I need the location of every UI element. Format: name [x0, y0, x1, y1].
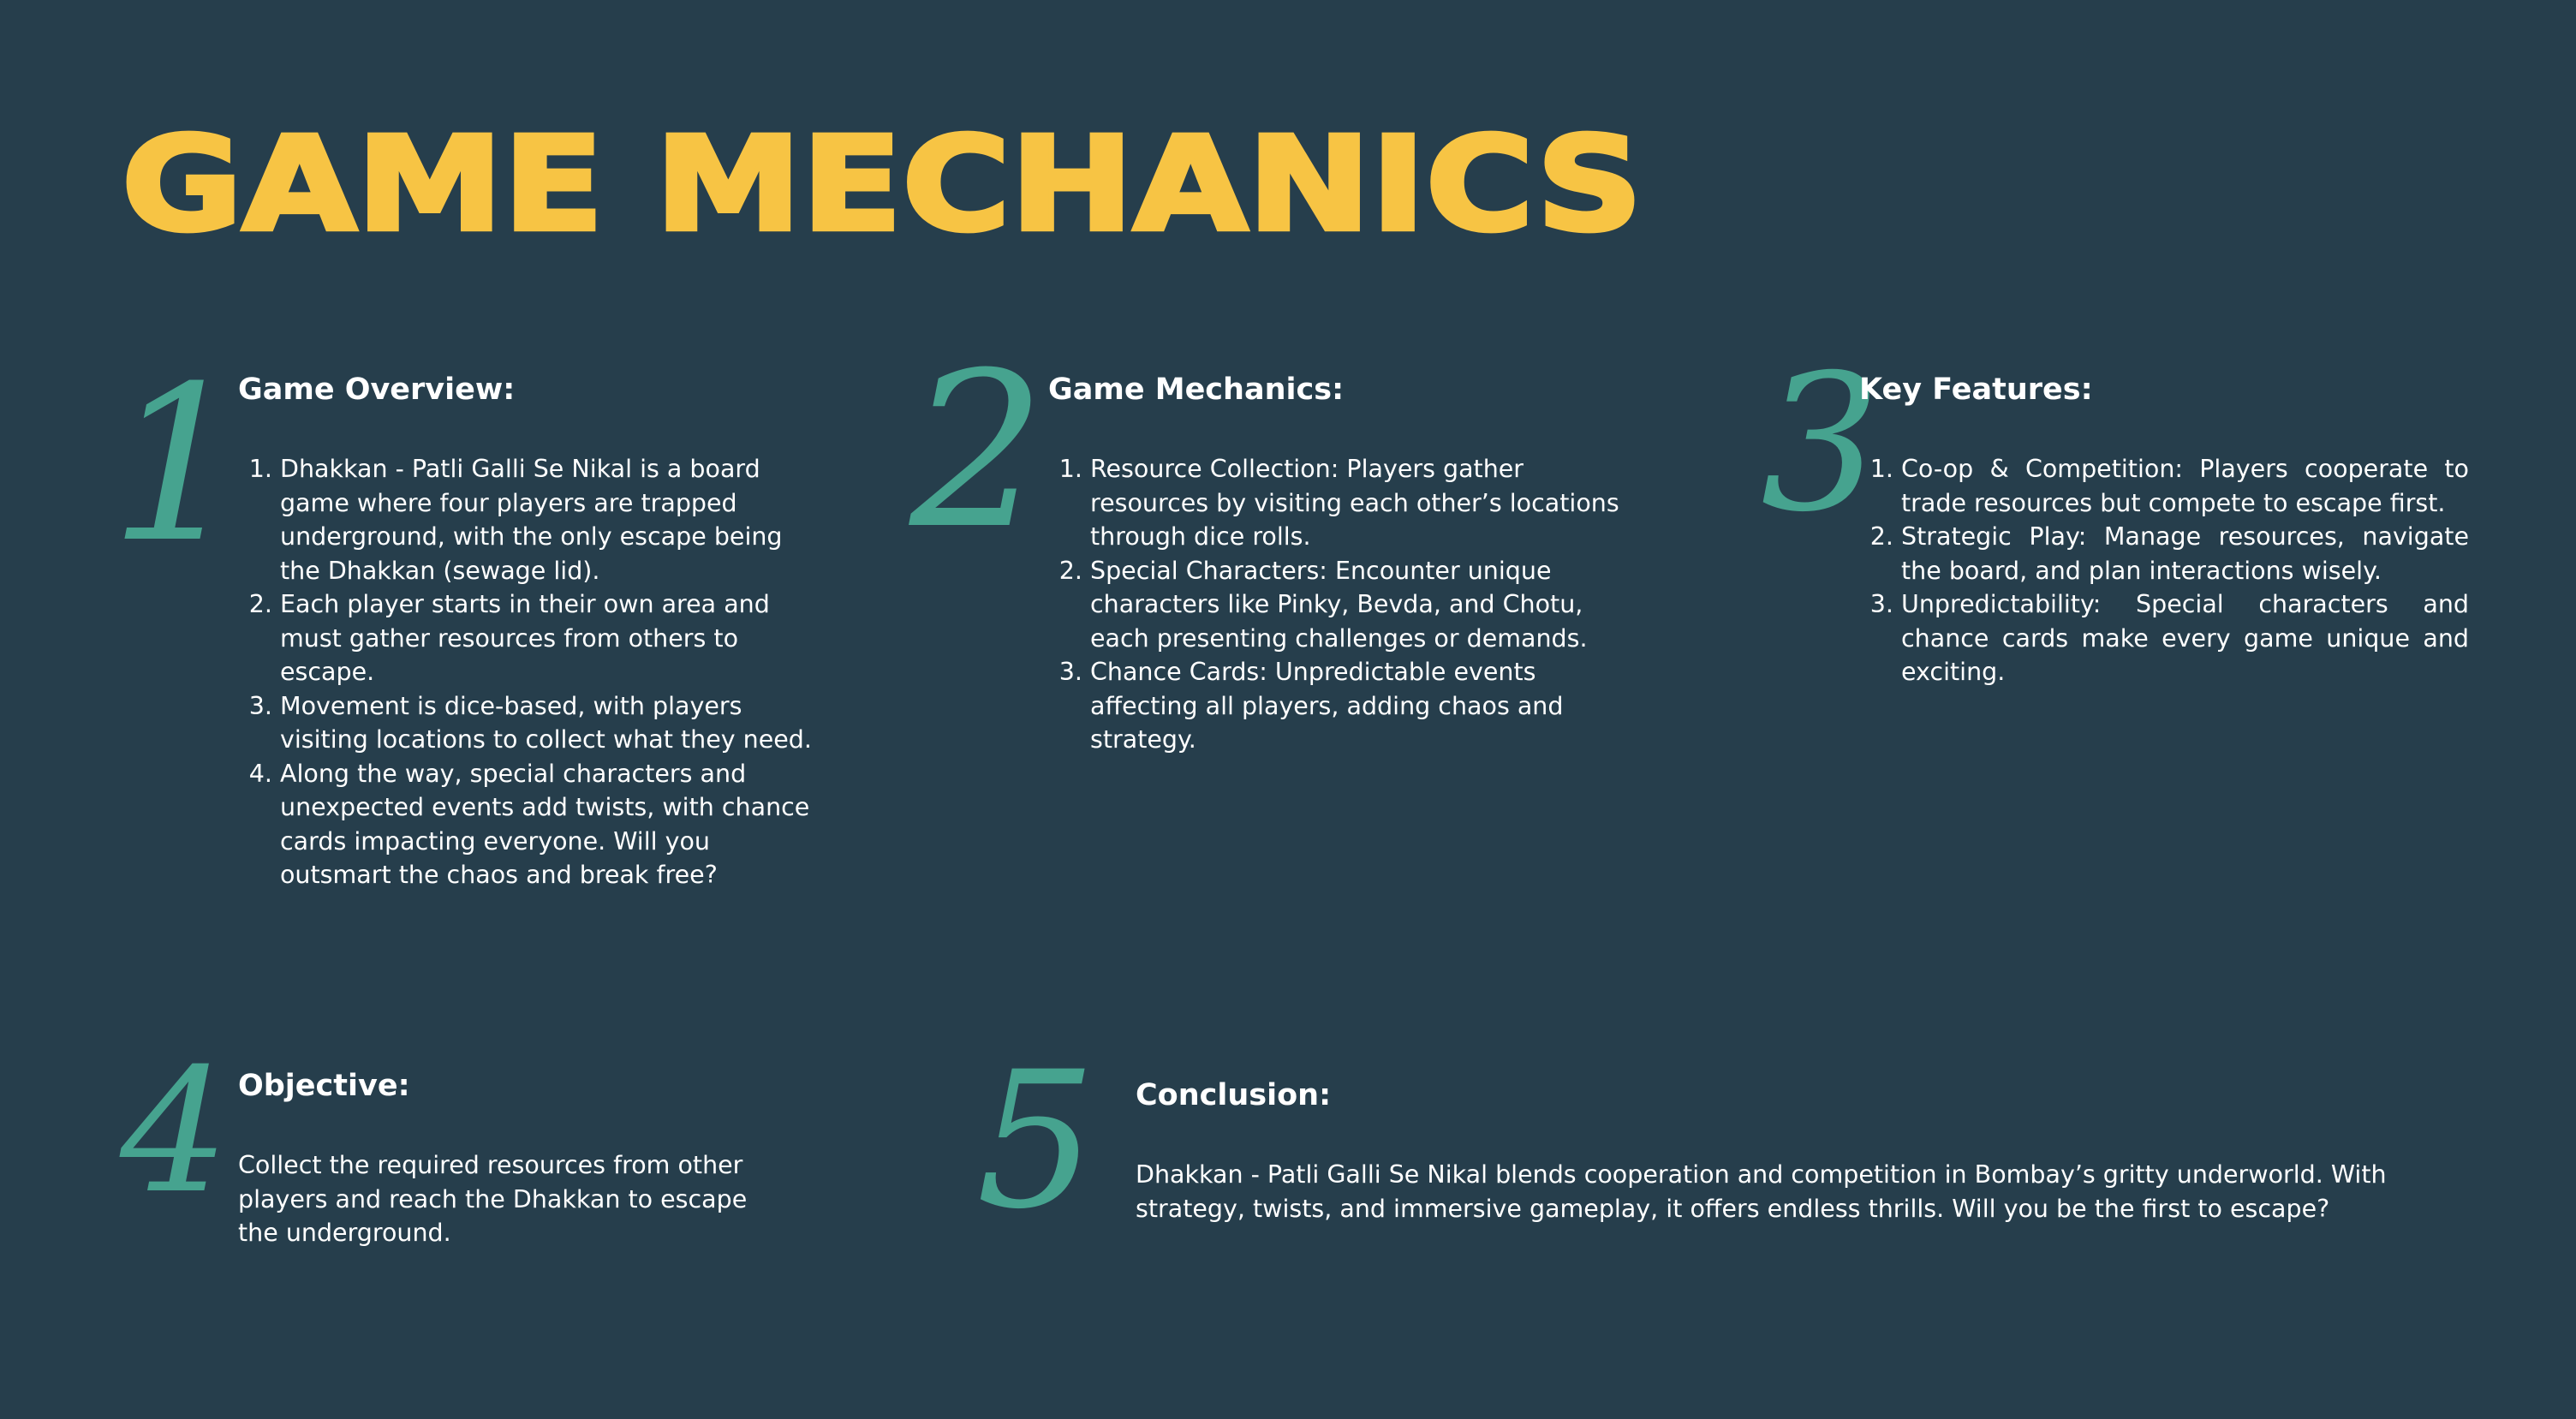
section-number-5: 5: [976, 1031, 1096, 1250]
list-item: 2. Strategic Play: Manage resources, navigate the board, and plan interactions wisely.: [1901, 520, 2469, 587]
section-conclusion: [1136, 1077, 2480, 1225]
section-game-overview: [238, 372, 812, 892]
mechanics-list: [1048, 452, 1648, 757]
list-item: 3. Unpredictability: Special characters and chance cards make every game unique and exciting.: [1901, 587, 2469, 689]
list-item: 4. Along the way, special characters and unexpected events add twists, with chance cards impacting everyone. Will you outsmart the chaos and break free?: [280, 757, 812, 892]
section-heading: Objective:: [238, 1069, 410, 1103]
list-item: 2. Special Characters: Encounter unique characters like Pinky, Bevda, and Chotu, each presenting challenges or demands.: [1090, 554, 1648, 656]
list-item: 1. Co-op & Competition: Players cooperate to trade resources but compete to escape first.: [1901, 452, 2469, 520]
section-heading: Game Mechanics:: [1048, 373, 1345, 407]
section-heading: Conclusion:: [1136, 1078, 1332, 1112]
section-number-2: 2: [909, 326, 1046, 575]
list-item: 3. Movement is dice-based, with players visiting locations to collect what they need.: [280, 689, 812, 757]
section-key-features: [1859, 372, 2469, 689]
list-item: 1. Dhakkan - Patli Galli Se Nikal is a board game where four players are trapped underground, with the only escape being the Dhakkan (sewage lid).: [280, 452, 812, 587]
section-objective: [238, 1068, 795, 1250]
section-number-1: 1: [110, 340, 247, 589]
section-number-4: 4: [120, 1032, 230, 1231]
overview-list: [238, 452, 812, 892]
objective-text: Collect the required resources from other players and reach the Dhakkan to escape the underground.: [238, 1151, 748, 1247]
section-number-3: 3: [1761, 334, 1881, 553]
section-heading: Key Features:: [1859, 373, 2093, 407]
list-item: 3. Chance Cards: Unpredictable events affecting all players, adding chaos and strategy.: [1090, 655, 1648, 757]
list-item: 2. Each player starts in their own area and must gather resources from others to escape.: [280, 587, 812, 689]
section-heading: Game Overview:: [238, 373, 516, 407]
section-game-mechanics: [1048, 372, 1648, 757]
features-list: [1859, 452, 2469, 689]
page-title: GAME MECHANICS: [122, 108, 1643, 260]
list-item: 1. Resource Collection: Players gather resources by visiting each other’s locations through dice rolls.: [1090, 452, 1648, 554]
conclusion-text: Dhakkan - Patli Galli Se Nikal blends cooperation and competition in Bombay’s gritty underworld. With strategy, twists, and immersive gameplay, it offers endless thrills. Will you be the first to escape?: [1136, 1160, 2387, 1223]
